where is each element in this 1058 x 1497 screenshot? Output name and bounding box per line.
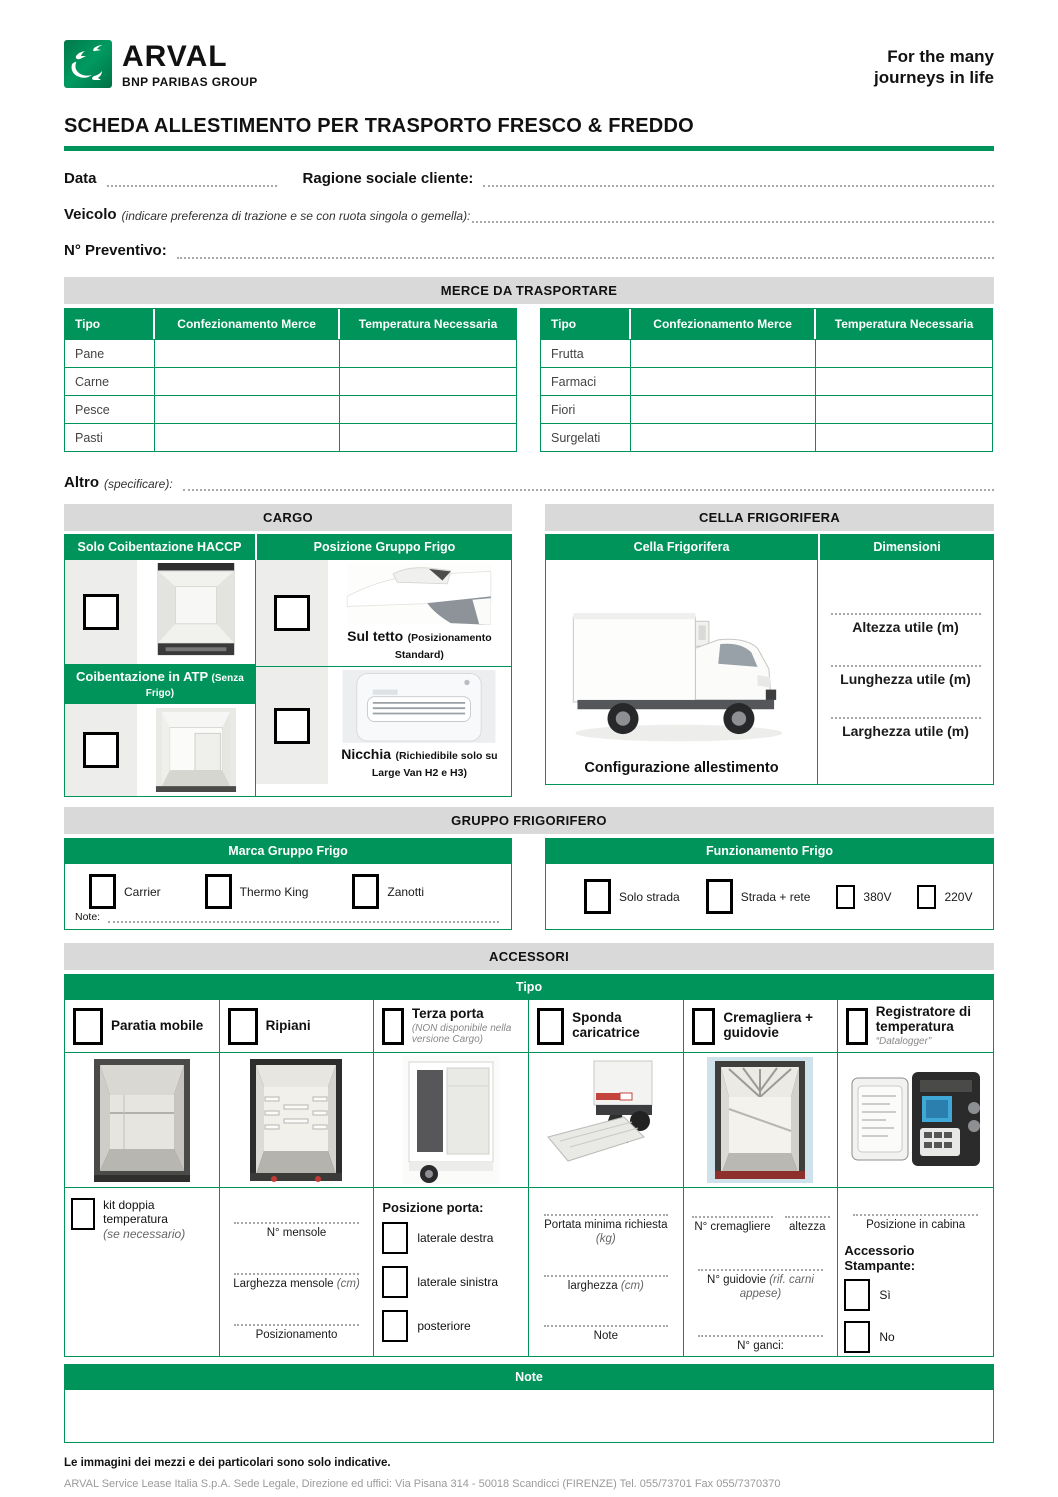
larghezza-label: Larghezza utile (m) bbox=[842, 723, 969, 739]
marca-note-label: Note: bbox=[75, 911, 101, 923]
nicchia-checkbox-zone bbox=[256, 667, 328, 784]
cargo-section-title: CARGO bbox=[64, 504, 512, 531]
accessory-terza-porta bbox=[374, 1000, 528, 1052]
si-label: Sì bbox=[879, 1287, 891, 1302]
paratia-photo bbox=[65, 1053, 219, 1187]
kit-label-wrap bbox=[103, 1198, 212, 1241]
sponda-note-label: Note bbox=[593, 1330, 618, 1343]
checkbox-laterale-sinistra[interactable] bbox=[382, 1266, 408, 1298]
option-carrier bbox=[89, 874, 161, 909]
accessori-section bbox=[64, 943, 994, 1357]
page-title: SCHEDA ALLESTIMENTO PER TRASPORTO FRESCO & FREDDO bbox=[64, 115, 694, 137]
accessory-cremagliera bbox=[684, 1000, 838, 1052]
altezza-crem-field[interactable] bbox=[785, 1210, 830, 1218]
atp-header bbox=[65, 664, 255, 704]
haccp-photo bbox=[137, 560, 255, 664]
laterale-destra-label: laterale destra bbox=[417, 1231, 494, 1245]
lunghezza-group bbox=[818, 657, 993, 687]
posizionamento-group bbox=[226, 1318, 368, 1343]
mensole-width-field[interactable] bbox=[234, 1267, 359, 1275]
dimensioni-header: Dimensioni bbox=[820, 534, 994, 560]
datalogger-photo bbox=[838, 1053, 993, 1187]
option-380v bbox=[836, 885, 891, 909]
datalogger-note: “Datalogger” bbox=[875, 1036, 932, 1048]
cargo-section bbox=[64, 504, 512, 797]
page-header bbox=[64, 0, 994, 89]
checkbox-kit-doppia-temperatura[interactable] bbox=[71, 1198, 95, 1230]
configurazione-caption: Configurazione allestimento bbox=[584, 760, 779, 776]
sponda-detail-cell bbox=[529, 1188, 683, 1356]
footer-disclaimer: Le immagini dei mezzi e dei particolari sono solo indicative. bbox=[64, 1457, 391, 1469]
funzionamento-header: Funzionamento Frigo bbox=[545, 838, 994, 864]
checkbox-sponda[interactable] bbox=[537, 1008, 564, 1045]
paratia-label: Paratia mobile bbox=[111, 1017, 204, 1033]
checkbox-si[interactable] bbox=[844, 1279, 870, 1311]
porta-detail-cell bbox=[374, 1188, 528, 1356]
larghezza-sponda-field[interactable] bbox=[544, 1269, 669, 1277]
accessory-ripiani bbox=[220, 1000, 374, 1052]
row-preventivo bbox=[64, 242, 994, 259]
checkbox-atp[interactable] bbox=[83, 732, 119, 768]
posizione-cabina-field[interactable] bbox=[853, 1208, 979, 1216]
lunghezza-label: Lunghezza utile (m) bbox=[840, 671, 971, 687]
arval-brand bbox=[64, 40, 258, 89]
cell-input[interactable] bbox=[631, 395, 816, 423]
col-header-tipo: Tipo bbox=[65, 309, 155, 339]
cell-input[interactable] bbox=[155, 339, 340, 367]
table-row bbox=[65, 423, 516, 451]
portata-label: Portata minima richiesta (kg) bbox=[544, 1219, 668, 1245]
row-label: Farmaci bbox=[541, 367, 631, 395]
col-header-temperatura: Temperatura Necessaria bbox=[816, 309, 992, 339]
ripiani-photo bbox=[220, 1053, 374, 1187]
merce-table-right bbox=[540, 308, 993, 452]
row-label: Frutta bbox=[541, 339, 631, 367]
cremagliere-count-group bbox=[690, 1210, 776, 1235]
kit-note: (se necessario) bbox=[103, 1226, 186, 1241]
accessori-section-title: ACCESSORI bbox=[64, 943, 994, 970]
cell-input[interactable] bbox=[340, 367, 516, 395]
col-header-tipo: Tipo bbox=[541, 309, 631, 339]
checkbox-solo-strada[interactable] bbox=[584, 879, 611, 914]
cella-section bbox=[545, 504, 994, 797]
row-label: Surgelati bbox=[541, 423, 631, 451]
sponda-note-group bbox=[535, 1319, 677, 1344]
cremagliere-count-field[interactable] bbox=[692, 1210, 772, 1218]
cremagliere-count-label: N° cremagliere bbox=[694, 1221, 771, 1233]
cell-input[interactable] bbox=[340, 395, 516, 423]
cell-input[interactable] bbox=[816, 339, 992, 367]
col-header-confezionamento: Confezionamento Merce bbox=[155, 309, 340, 339]
nicchia-label: Nicchia bbox=[341, 745, 392, 762]
cell-input[interactable] bbox=[816, 423, 992, 451]
col-header-confezionamento: Confezionamento Merce bbox=[631, 309, 816, 339]
row-veicolo bbox=[64, 206, 994, 223]
table-row bbox=[541, 367, 992, 395]
cell-input[interactable] bbox=[340, 423, 516, 451]
preventivo-field[interactable] bbox=[177, 243, 994, 259]
merce-section-title: MERCE DA TRASPORTARE bbox=[64, 277, 994, 304]
gruppo-section bbox=[64, 807, 994, 930]
portata-group bbox=[535, 1208, 677, 1247]
cell-input[interactable] bbox=[816, 395, 992, 423]
solo-strada-label: Solo strada bbox=[619, 889, 680, 904]
row-label: Pane bbox=[65, 339, 155, 367]
data-field[interactable] bbox=[107, 171, 277, 187]
truck-photo bbox=[546, 560, 818, 784]
checkbox-ripiani[interactable] bbox=[228, 1008, 258, 1045]
checkbox-haccp[interactable] bbox=[83, 594, 119, 630]
veicolo-label: Veicolo bbox=[64, 206, 117, 223]
altro-note: (specificare): bbox=[104, 477, 173, 491]
cell-input[interactable] bbox=[155, 367, 340, 395]
posizionamento-field[interactable] bbox=[234, 1318, 359, 1326]
altezza-crem-group bbox=[783, 1210, 831, 1235]
ragione-field[interactable] bbox=[483, 171, 994, 187]
v380-label: 380V bbox=[863, 889, 892, 904]
merce-section bbox=[64, 277, 994, 452]
note-section bbox=[64, 1364, 994, 1443]
note-header: Note bbox=[64, 1364, 994, 1390]
guidovie-group bbox=[690, 1263, 832, 1302]
kit-detail-cell bbox=[65, 1188, 219, 1356]
cell-input[interactable] bbox=[816, 367, 992, 395]
option-si bbox=[844, 1279, 987, 1311]
table-row bbox=[65, 339, 516, 367]
gruppo-section-title: GRUPPO FRIGORIFERO bbox=[64, 807, 994, 834]
sponda-photo bbox=[529, 1053, 683, 1187]
cell-input[interactable] bbox=[631, 423, 816, 451]
row-label: Pasti bbox=[65, 423, 155, 451]
ganci-label: N° ganci: bbox=[737, 1340, 784, 1353]
altezza-field[interactable] bbox=[831, 605, 981, 615]
checkbox-posteriore[interactable] bbox=[382, 1310, 408, 1342]
posizione-frigo-header: Posizione Gruppo Frigo bbox=[257, 534, 512, 560]
tipo-header: Tipo bbox=[64, 974, 994, 1000]
row-altro bbox=[64, 474, 994, 491]
checkbox-thermo-king[interactable] bbox=[205, 874, 232, 909]
marca-note-field[interactable] bbox=[108, 911, 499, 923]
strada-rete-label: Strada + rete bbox=[740, 889, 811, 904]
cell-input[interactable] bbox=[340, 339, 516, 367]
cremagliera-photo bbox=[684, 1053, 838, 1187]
row-label: Carne bbox=[65, 367, 155, 395]
atp-header-label: Coibentazione in ATP bbox=[75, 669, 208, 684]
tagline-line1: For the many bbox=[887, 47, 994, 66]
sul-tetto-note: (Posizionamento Standard) bbox=[394, 631, 492, 662]
atp-photo bbox=[137, 704, 255, 796]
nicchia-photo bbox=[328, 667, 511, 784]
accessory-sponda bbox=[529, 1000, 683, 1052]
option-220v bbox=[917, 885, 972, 909]
cella-left-header: Cella Frigorifera bbox=[545, 534, 818, 560]
row-label: Pesce bbox=[65, 395, 155, 423]
veicolo-field[interactable] bbox=[472, 207, 994, 223]
tagline bbox=[874, 40, 994, 89]
accessory-datalogger bbox=[838, 1000, 993, 1052]
ganci-group bbox=[690, 1329, 832, 1354]
carrier-label: Carrier bbox=[124, 884, 161, 899]
sul-tetto-label: Sul tetto bbox=[347, 627, 404, 644]
option-solo-strada bbox=[584, 879, 680, 914]
atp-checkbox-zone bbox=[65, 704, 137, 796]
mensole-detail-cell bbox=[220, 1188, 374, 1356]
tagline-line2: journeys in life bbox=[874, 68, 994, 88]
terza-porta-photo bbox=[374, 1053, 528, 1187]
sul-tetto-photo bbox=[328, 560, 511, 666]
haccp-checkbox-zone bbox=[65, 560, 137, 664]
cremagliera-label: Cremagliera + guidovie bbox=[723, 1010, 814, 1040]
mensole-width-group bbox=[226, 1267, 368, 1292]
larghezza-sponda-group bbox=[535, 1269, 677, 1294]
checkbox-380v[interactable] bbox=[836, 885, 855, 909]
posizionamento-label: Posizionamento bbox=[255, 1328, 338, 1341]
mensole-count-field[interactable] bbox=[234, 1216, 359, 1224]
option-strada-rete bbox=[706, 879, 811, 914]
posteriore-label: posteriore bbox=[417, 1319, 471, 1333]
option-laterale-sinistra bbox=[382, 1266, 522, 1298]
col-header-temperatura: Temperatura Necessaria bbox=[340, 309, 516, 339]
brand-group: BNP PARIBAS GROUP bbox=[122, 75, 258, 89]
cell-input[interactable] bbox=[631, 367, 816, 395]
ripiani-label: Ripiani bbox=[265, 1017, 311, 1033]
guidovie-field[interactable] bbox=[698, 1263, 823, 1271]
option-posteriore bbox=[382, 1310, 522, 1342]
title-underline bbox=[64, 146, 994, 151]
data-label: Data bbox=[64, 170, 97, 187]
row-label: Fiori bbox=[541, 395, 631, 423]
sul-tetto-caption bbox=[330, 628, 509, 663]
ganci-field[interactable] bbox=[698, 1329, 823, 1337]
cell-input[interactable] bbox=[155, 395, 340, 423]
accessory-paratia bbox=[65, 1000, 219, 1052]
checkbox-carrier[interactable] bbox=[89, 874, 116, 909]
bnp-paribas-logo-icon bbox=[64, 40, 112, 88]
cella-section-title: CELLA FRIGORIFERA bbox=[545, 504, 994, 531]
sul-tetto-checkbox-zone bbox=[256, 560, 328, 666]
altezza-group bbox=[818, 605, 993, 635]
datalogger-label: Registratore di temperatura “Datalogger” bbox=[876, 1005, 989, 1048]
altezza-crem-label: altezza bbox=[789, 1221, 826, 1233]
table-row bbox=[541, 339, 992, 367]
altezza-label: Altezza utile (m) bbox=[852, 619, 959, 635]
posizione-cabina-group bbox=[844, 1208, 987, 1233]
sponda-label: Sponda caricatrice bbox=[572, 1010, 640, 1040]
checkbox-paratia-mobile[interactable] bbox=[73, 1008, 103, 1045]
checkbox-strada-rete[interactable] bbox=[706, 879, 733, 914]
kit-label: kit doppia temperatura bbox=[103, 1198, 168, 1227]
larghezza-group bbox=[818, 709, 993, 739]
portata-field[interactable] bbox=[544, 1208, 669, 1216]
lunghezza-field[interactable] bbox=[831, 657, 981, 667]
cremagliera-detail-cell bbox=[684, 1188, 838, 1356]
footer-address: ARVAL Service Lease Italia S.p.A. Sede Legale, Direzione ed uffici: Via Pisana 314 - 50018 Scandicci (FIRENZE) Tel. 055/73701 Fax 055/7370370 bbox=[64, 1478, 781, 1490]
terza-porta-note: (NON disponibile nella versione Cargo) bbox=[411, 1023, 512, 1046]
larghezza-field[interactable] bbox=[831, 709, 981, 719]
mensole-width-label: Larghezza mensole (cm) bbox=[233, 1277, 360, 1290]
larghezza-sponda-label: larghezza (cm) bbox=[567, 1279, 644, 1292]
porta-title: Posizione porta: bbox=[382, 1200, 484, 1215]
table-row bbox=[541, 395, 992, 423]
v220-label: 220V bbox=[944, 889, 973, 904]
stampante-title: Accessorio Stampante: bbox=[844, 1242, 916, 1273]
atp-header-note: (Senza Frigo) bbox=[145, 673, 244, 699]
row-data-ragione bbox=[64, 170, 994, 187]
option-thermo-king bbox=[205, 874, 309, 909]
sponda-note-field[interactable] bbox=[544, 1319, 669, 1327]
option-laterale-destra bbox=[382, 1222, 522, 1254]
checkbox-zanotti[interactable] bbox=[352, 874, 379, 909]
marca-note-row bbox=[75, 911, 499, 923]
altro-field[interactable] bbox=[183, 475, 994, 491]
checkbox-terza-porta[interactable] bbox=[382, 1008, 404, 1045]
no-label: No bbox=[879, 1329, 895, 1344]
table-row bbox=[541, 423, 992, 451]
cell-input[interactable] bbox=[155, 423, 340, 451]
option-zanotti bbox=[352, 874, 424, 909]
thermo-king-label: Thermo King bbox=[239, 884, 309, 899]
brand-name: ARVAL bbox=[122, 40, 228, 73]
cell-input[interactable] bbox=[631, 339, 816, 367]
merce-table-left bbox=[64, 308, 517, 452]
checkbox-datalogger[interactable] bbox=[846, 1008, 867, 1045]
checkbox-cremagliera[interactable] bbox=[692, 1008, 716, 1045]
brand-text bbox=[122, 40, 258, 89]
zanotti-label: Zanotti bbox=[387, 884, 425, 899]
altro-label: Altro bbox=[64, 474, 99, 491]
nicchia-note: (Richiedibile solo su Large Van H2 e H3) bbox=[371, 749, 498, 780]
mensole-count-group bbox=[226, 1216, 368, 1241]
note-textarea[interactable] bbox=[64, 1390, 994, 1443]
checkbox-no[interactable] bbox=[844, 1321, 870, 1353]
haccp-header: Solo Coibentazione HACCP bbox=[64, 534, 255, 560]
datalogger-detail-cell bbox=[838, 1188, 993, 1356]
table-row bbox=[65, 367, 516, 395]
table-row bbox=[65, 395, 516, 423]
preventivo-label: N° Preventivo: bbox=[64, 242, 167, 259]
marca-header: Marca Gruppo Frigo bbox=[64, 838, 512, 864]
checkbox-nicchia[interactable] bbox=[274, 708, 310, 744]
nicchia-caption bbox=[330, 746, 509, 781]
mensole-count-label: N° mensole bbox=[266, 1227, 327, 1239]
checkbox-laterale-destra[interactable] bbox=[382, 1222, 408, 1254]
posizione-cabina-label: Posizione in cabina bbox=[866, 1219, 966, 1231]
terza-porta-label: Terza porta (NON disponibile nella versione Cargo) bbox=[412, 1007, 524, 1046]
guidovie-label: N° guidovie (rif. carni appese) bbox=[707, 1273, 814, 1300]
veicolo-note: (indicare preferenza di trazione e se con ruota singola o gemella): bbox=[121, 209, 471, 223]
checkbox-sul-tetto[interactable] bbox=[274, 595, 310, 631]
ragione-label: Ragione sociale cliente: bbox=[302, 170, 474, 187]
checkbox-220v[interactable] bbox=[917, 885, 936, 909]
option-no bbox=[844, 1321, 987, 1353]
laterale-sinistra-label: laterale sinistra bbox=[417, 1275, 499, 1289]
